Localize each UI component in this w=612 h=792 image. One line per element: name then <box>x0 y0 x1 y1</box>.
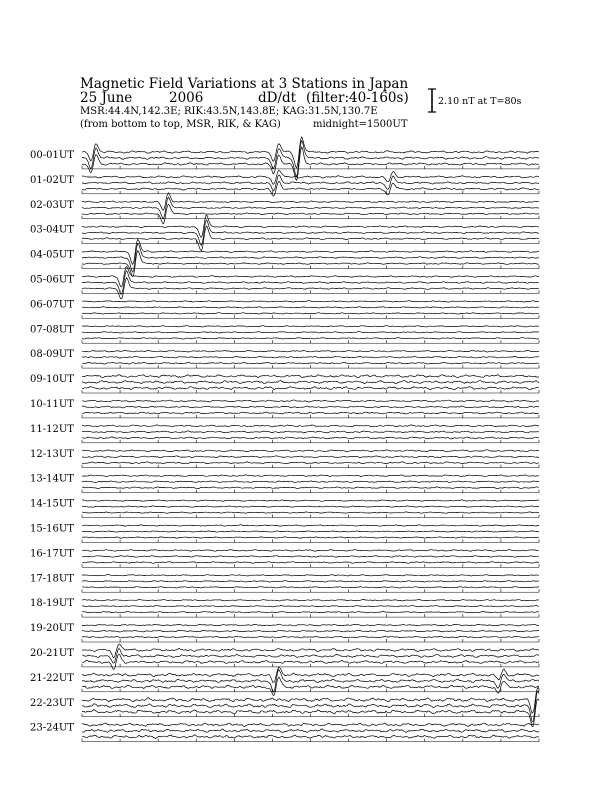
hour-row-label: 22-23UT <box>30 697 74 709</box>
station-trace-msr <box>82 338 539 340</box>
station-trace-rik <box>82 605 539 607</box>
station-trace-msr <box>82 636 539 638</box>
hour-row-label: 12-13UT <box>30 448 74 460</box>
hour-row-label: 09-10UT <box>30 374 74 386</box>
station-trace-kag <box>82 599 539 601</box>
station-trace-rik <box>82 669 539 692</box>
station-trace-rik <box>82 141 539 177</box>
station-trace-rik <box>82 197 539 218</box>
hour-row-label: 23-24UT <box>30 722 74 734</box>
hour-row-label: 01-02UT <box>30 174 74 186</box>
station-trace-kag <box>82 500 539 501</box>
hour-row-label: 15-16UT <box>30 523 74 535</box>
hour-row-label: 00-01UT <box>30 150 74 161</box>
station-trace-rik <box>82 481 539 483</box>
station-trace-kag <box>82 723 539 726</box>
hour-row-label: 02-03UT <box>30 199 74 211</box>
station-trace-rik <box>82 729 539 733</box>
scale-bar <box>428 89 436 112</box>
station-trace-rik <box>82 581 539 583</box>
station-trace-rik <box>82 691 539 722</box>
station-trace-msr <box>82 587 539 588</box>
station-trace-msr <box>82 412 539 414</box>
station-trace-rik <box>82 630 539 632</box>
hour-row-label: 17-18UT <box>30 573 74 585</box>
station-trace-rik <box>82 307 539 308</box>
station-trace-msr <box>82 699 539 727</box>
hour-row-label: 14-15UT <box>30 498 74 510</box>
station-trace-msr <box>82 251 539 277</box>
station-trace-kag <box>82 667 539 683</box>
hour-row-label: 11-12UT <box>30 423 74 435</box>
hour-row-label: 04-05UT <box>30 249 74 261</box>
station-trace-msr <box>82 487 539 489</box>
station-trace-kag <box>82 326 539 327</box>
station-trace-msr <box>82 278 539 299</box>
station-trace-msr <box>82 387 539 390</box>
chart-title: Magnetic Field Variations at 3 Stations in Japan <box>80 76 409 92</box>
station-trace-kag <box>82 350 539 352</box>
hour-row-label: 21-22UT <box>30 672 74 684</box>
station-trace-msr <box>82 735 539 739</box>
midnight-note: midnight=1500UT <box>313 119 408 130</box>
station-trace-rik <box>82 332 539 334</box>
hour-row-label: 19-20UT <box>30 623 74 635</box>
station-trace-rik <box>82 380 539 383</box>
station-trace-kag <box>82 450 539 452</box>
station-trace-msr <box>82 437 539 439</box>
station-trace-msr <box>82 226 539 251</box>
station-trace-msr <box>82 362 539 364</box>
station-trace-kag <box>82 624 539 626</box>
date-year: 2006 <box>169 90 204 106</box>
station-trace-kag <box>82 550 539 552</box>
station-trace-rik <box>82 456 539 458</box>
station-trace-kag <box>82 400 539 402</box>
station-trace-rik <box>82 356 539 358</box>
station-trace-rik <box>82 431 539 433</box>
hour-row-label: 05-06UT <box>30 274 74 286</box>
hour-row-label: 13-14UT <box>30 473 74 485</box>
hour-row-label: 10-11UT <box>30 399 74 410</box>
station-trace-kag <box>82 575 539 577</box>
hour-row-label: 16-17UT <box>30 548 74 560</box>
station-trace-msr <box>82 512 539 513</box>
stations-coordinates: MSR:44.4N,142.3E; RIK:43.5N,143.8E; KAG:31.5N,130.7E <box>80 106 378 117</box>
station-trace-rik <box>82 531 539 533</box>
station-trace-kag <box>82 475 539 477</box>
hour-row-label: 08-09UT <box>30 349 74 361</box>
hour-row-label: 07-08UT <box>30 324 74 336</box>
filter-label: (filter:40-160s) <box>306 90 409 106</box>
station-trace-kag <box>82 301 539 303</box>
station-trace-msr <box>82 462 539 464</box>
hour-row-label: 18-19UT <box>30 598 74 610</box>
station-trace-msr <box>82 537 539 538</box>
station-trace-kag <box>82 375 539 378</box>
station-trace-kag <box>82 425 539 427</box>
station-trace-kag <box>82 137 539 168</box>
station-trace-rik <box>82 556 539 558</box>
station-order-note: (from bottom to top, MSR, RIK, & KAG) <box>80 119 281 130</box>
station-trace-msr <box>82 677 539 695</box>
station-trace-msr <box>82 313 539 315</box>
station-trace-kag <box>82 267 539 287</box>
date-day: 25 June <box>80 90 133 106</box>
hour-row-label: 20-21UT <box>30 648 74 659</box>
station-trace-msr <box>82 612 539 613</box>
hour-row-label: 03-04UT <box>30 224 74 236</box>
quantity-label: dD/dt <box>258 90 297 106</box>
station-trace-rik <box>82 406 539 408</box>
hour-row-label: 06-07UT <box>30 299 74 311</box>
station-trace-rik <box>82 506 539 508</box>
station-trace-kag <box>82 525 539 527</box>
scale-label: 2.10 nT at T=80s <box>438 96 522 107</box>
station-trace-msr <box>82 562 539 564</box>
